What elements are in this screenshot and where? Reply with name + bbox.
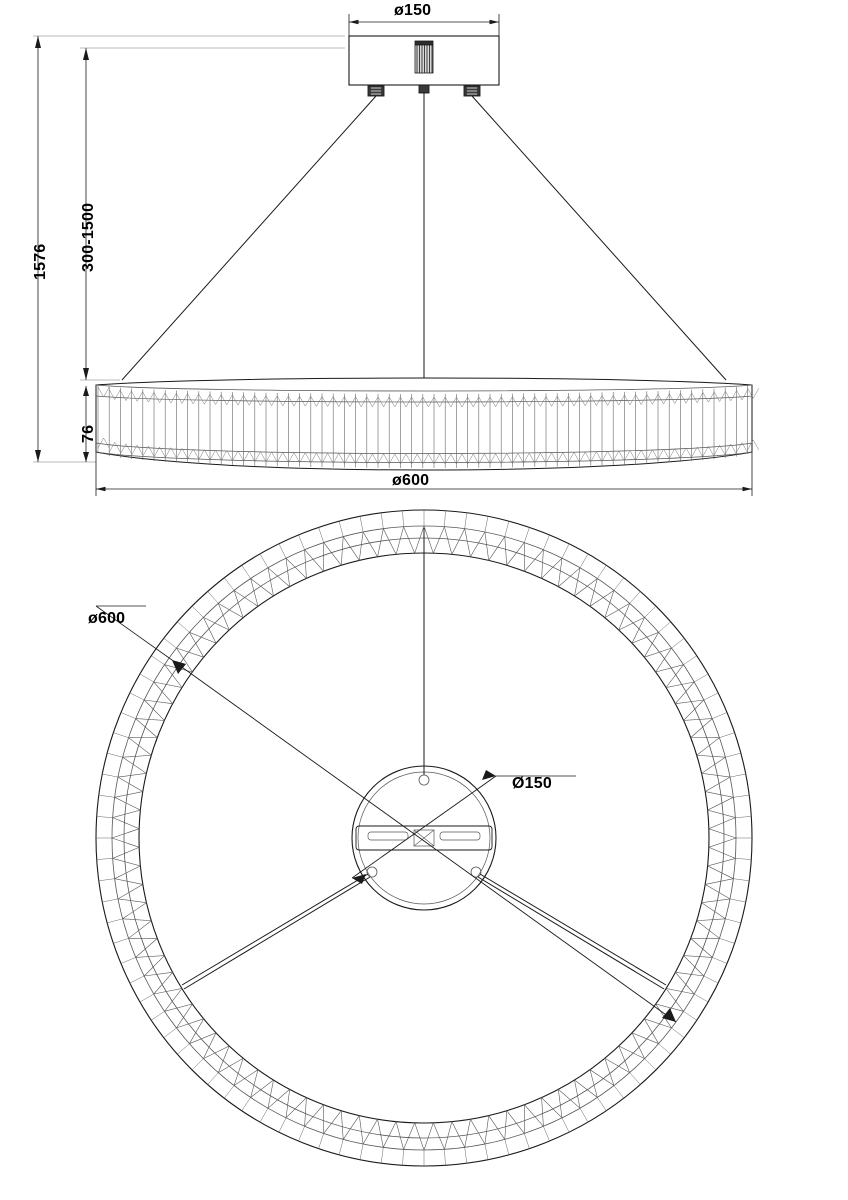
crystal-ring-elevation xyxy=(96,378,752,470)
elevation-view xyxy=(33,14,759,496)
plan-view xyxy=(96,510,752,1166)
suspension-cables-plan xyxy=(182,528,666,989)
label-overall-height: 1576 xyxy=(32,243,49,280)
label-canopy-diameter-plan: Ø150 xyxy=(512,775,552,792)
canopy-centre-block xyxy=(415,41,433,73)
label-ring-diameter-front: ø600 xyxy=(392,472,430,489)
label-suspension-range: 300-1500 xyxy=(80,202,97,272)
dim-ring-diameter-plan xyxy=(96,606,676,1022)
dim-suspension-range xyxy=(80,48,345,380)
label-ring-diameter-plan: ø600 xyxy=(88,610,126,627)
canopy-plan xyxy=(352,766,496,910)
label-canopy-diameter-top: ø150 xyxy=(394,2,432,19)
label-ring-height: 76 xyxy=(80,424,97,443)
suspension-cables xyxy=(122,93,726,380)
